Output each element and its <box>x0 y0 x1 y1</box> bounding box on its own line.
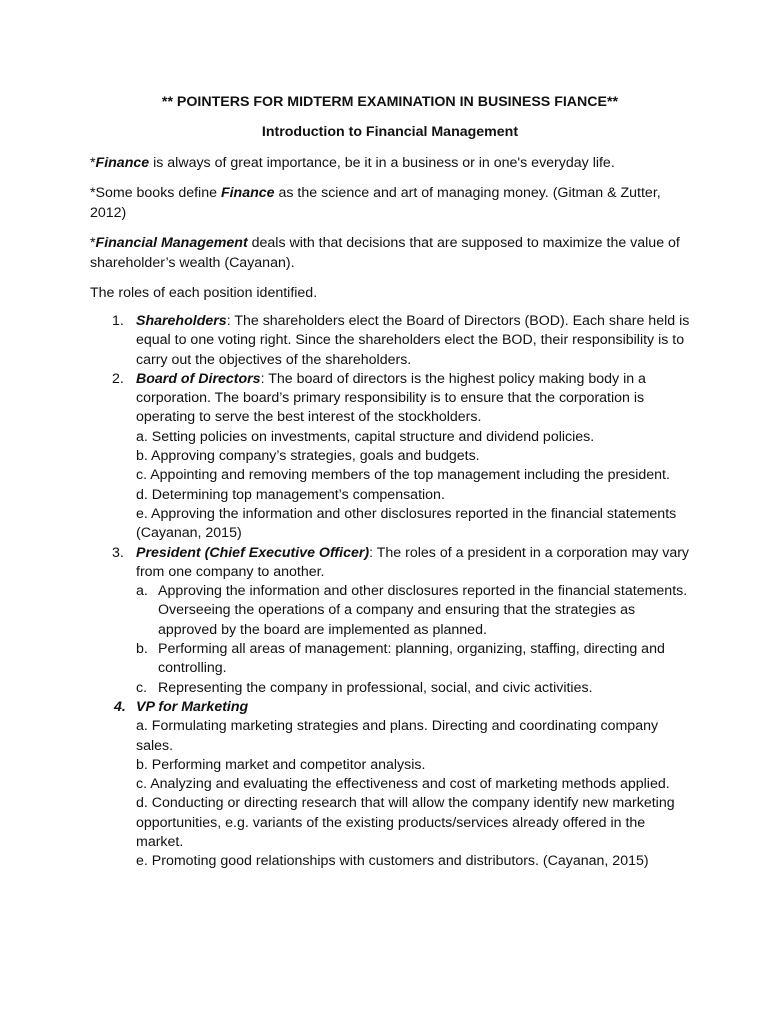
paragraph-prefix: * <box>90 235 96 251</box>
paragraph-financial-management <box>90 233 690 273</box>
president-alpha-list <box>136 582 690 698</box>
document-page <box>90 92 690 872</box>
paragraph-text: as the science and art of managing money. (Gitman & Zutter, 2012) <box>90 185 661 221</box>
paragraph-finance-definition <box>90 183 690 223</box>
document-title: ** POINTERS FOR MIDTERM EXAMINATION IN BUSINESS FIANCE** <box>161 94 619 110</box>
alpha-letter: c. <box>136 679 148 696</box>
list-number: 3. <box>112 544 124 561</box>
alpha-text: Approving the information and other disclosures reported in the financial statements. Overseeing the operations of a company and ensuring that the strategies as approved by the board are implemented as planned. <box>158 583 688 638</box>
subitem: b. Approving company’s strategies, goals and budgets. <box>136 448 480 465</box>
list-item-shareholders <box>90 312 690 370</box>
subitem: c. Appointing and removing members of the top management including the president. <box>136 467 670 484</box>
role-text: : The board of directors is the highest policy making body in a corporation. The board’s primary responsibility is to ensure that the corporation is operating to serve the best interest of the stockholders. <box>136 370 646 426</box>
paragraph-text: deals with that decisions that are supposed to maximize the value of shareholder’s wealth (Cayanan). <box>90 235 680 271</box>
subitem: d. Conducting or directing research that will allow the company identify new marketing opportunities, e.g. variants of the existing products/services already offered in the market. <box>136 795 675 851</box>
subitem: d. Determining top management’s compensation. <box>136 486 445 503</box>
role-term: Board of Directors <box>136 370 261 387</box>
subitem: c. Analyzing and evaluating the effectiveness and cost of marketing methods applied. <box>136 776 670 793</box>
role-term: VP for Marketing <box>136 698 249 715</box>
paragraph-term: Finance <box>95 155 150 171</box>
paragraph-prefix: * <box>90 155 96 171</box>
role-text: : The shareholders elect the Board of Directors (BOD). Each share held is equal to one voting right. Since the shareholders elect the BOD, their responsibility is to carry out the objectives of the shareholders. <box>136 313 690 368</box>
list-item-vp-marketing <box>90 698 690 872</box>
list-item-board-of-directors <box>90 370 690 544</box>
role-term: Shareholders <box>136 313 227 329</box>
paragraph-finance-importance <box>90 153 690 173</box>
alpha-item <box>136 582 690 640</box>
subitem: b. Performing market and competitor analysis. <box>136 756 426 773</box>
alpha-item <box>136 679 690 698</box>
alpha-text: Representing the company in professional, social, and civic activities. <box>158 679 593 696</box>
list-number: 2. <box>112 370 124 387</box>
subitem: a. Formulating marketing strategies and plans. Directing and coordinating company sales. <box>136 718 659 754</box>
paragraph-prefix: *Some books define <box>90 185 221 201</box>
subitem: e. Approving the information and other disclosures reported in the financial statements (Cayanan, 2015) <box>136 505 677 542</box>
role-text: : The roles of a president in a corporation may vary from one company to another. <box>136 544 690 580</box>
list-number: 1. <box>112 313 124 329</box>
alpha-text: Performing all areas of management: planning, organizing, staffing, directing and controlling. <box>158 641 665 677</box>
paragraph-roles-intro: The roles of each position identified. <box>90 285 318 301</box>
list-number: 4. <box>114 698 126 715</box>
document-subtitle: Introduction to Financial Management <box>261 124 519 140</box>
list-item-president <box>90 544 690 698</box>
paragraph-text: is always of great importance, be it in a business or in one's everyday life. <box>149 155 615 171</box>
alpha-item <box>136 640 690 679</box>
alpha-letter: a. <box>136 583 148 600</box>
paragraph-term: Financial Management <box>95 235 248 251</box>
role-term: President (Chief Executive Officer) <box>136 544 370 561</box>
alpha-letter: b. <box>136 641 148 658</box>
roles-list <box>90 312 690 872</box>
paragraph-term: Finance <box>220 185 275 201</box>
subitem: a. Setting policies on investments, capital structure and dividend policies. <box>136 428 595 445</box>
subitem: e. Promoting good relationships with customers and distributors. (Cayanan, 2015) <box>136 853 649 870</box>
